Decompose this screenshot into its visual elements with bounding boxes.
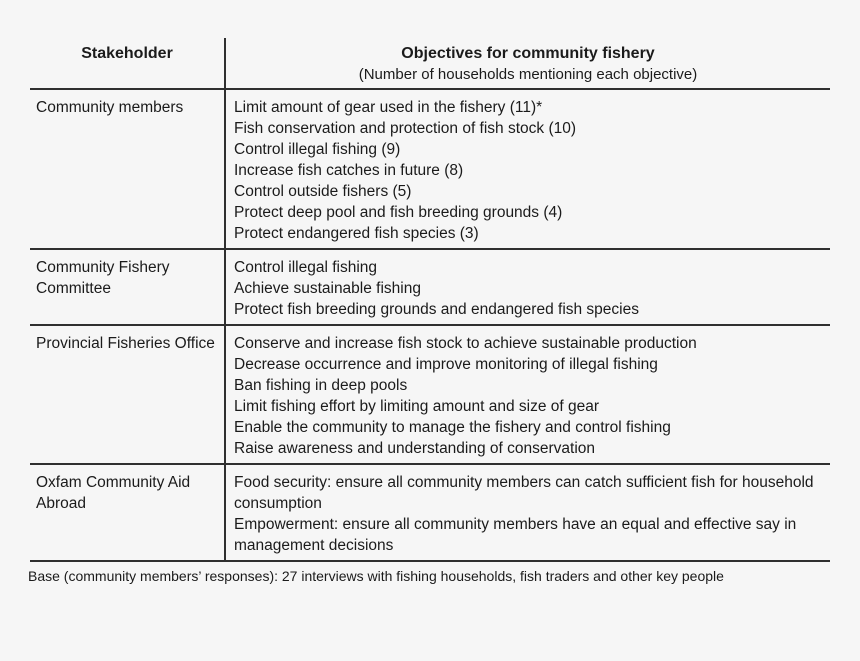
table-row (30, 465, 830, 560)
objective-item: Decrease occurrence and improve monitoring of illegal fishing (234, 356, 658, 373)
objectives-cell (226, 465, 830, 560)
objective-item: Control illegal fishing (9) (234, 141, 401, 158)
stakeholder-cell: Community members (30, 90, 226, 248)
stakeholder-objectives-table (30, 38, 830, 562)
objective-item: Food security: ensure all community members can catch sufficient fish for household consumption (234, 474, 814, 512)
stakeholder-cell: Oxfam Community Aid Abroad (30, 465, 226, 560)
objective-item: Control outside fishers (5) (234, 183, 412, 200)
table-row (30, 250, 830, 326)
objective-item: Limit amount of gear used in the fishery (11)* (234, 99, 543, 116)
column-header-stakeholder: Stakeholder (30, 38, 226, 88)
stakeholder-cell: Community Fishery Committee (30, 250, 226, 324)
objective-item: Empowerment: ensure all community members have an equal and effective say in management decisions (234, 516, 797, 554)
table-header-row (30, 38, 830, 90)
objective-item: Protect endangered fish species (3) (234, 225, 479, 242)
objective-item: Fish conservation and protection of fish stock (10) (234, 120, 577, 137)
objective-item: Enable the community to manage the fishery and control fishing (234, 419, 671, 436)
objective-item: Ban fishing in deep pools (234, 377, 408, 394)
objective-item: Raise awareness and understanding of conservation (234, 440, 596, 457)
column-header-objectives-subtitle: (Number of households mentioning each objective) (358, 66, 698, 83)
objective-item: Conserve and increase fish stock to achieve sustainable production (234, 335, 697, 352)
objectives-cell (226, 326, 830, 463)
objective-item: Control illegal fishing (234, 259, 378, 276)
table-footnote: Base (community members’ responses): 27 interviews with fishing households, fish traders and other key people (28, 568, 724, 584)
objective-item: Achieve sustainable fishing (234, 280, 421, 297)
table-row (30, 90, 830, 250)
objectives-cell (226, 90, 830, 248)
column-header-objectives-title: Objectives for community fishery (401, 45, 655, 62)
objective-item: Limit fishing effort by limiting amount and size of gear (234, 398, 600, 415)
table-row (30, 326, 830, 465)
objectives-cell (226, 250, 830, 324)
objective-item: Protect fish breeding grounds and endangered fish species (234, 301, 639, 318)
objective-item: Increase fish catches in future (8) (234, 162, 464, 179)
column-header-objectives (226, 38, 830, 88)
stakeholder-cell: Provincial Fisheries Office (30, 326, 226, 463)
objective-item: Protect deep pool and fish breeding grounds (4) (234, 204, 563, 221)
